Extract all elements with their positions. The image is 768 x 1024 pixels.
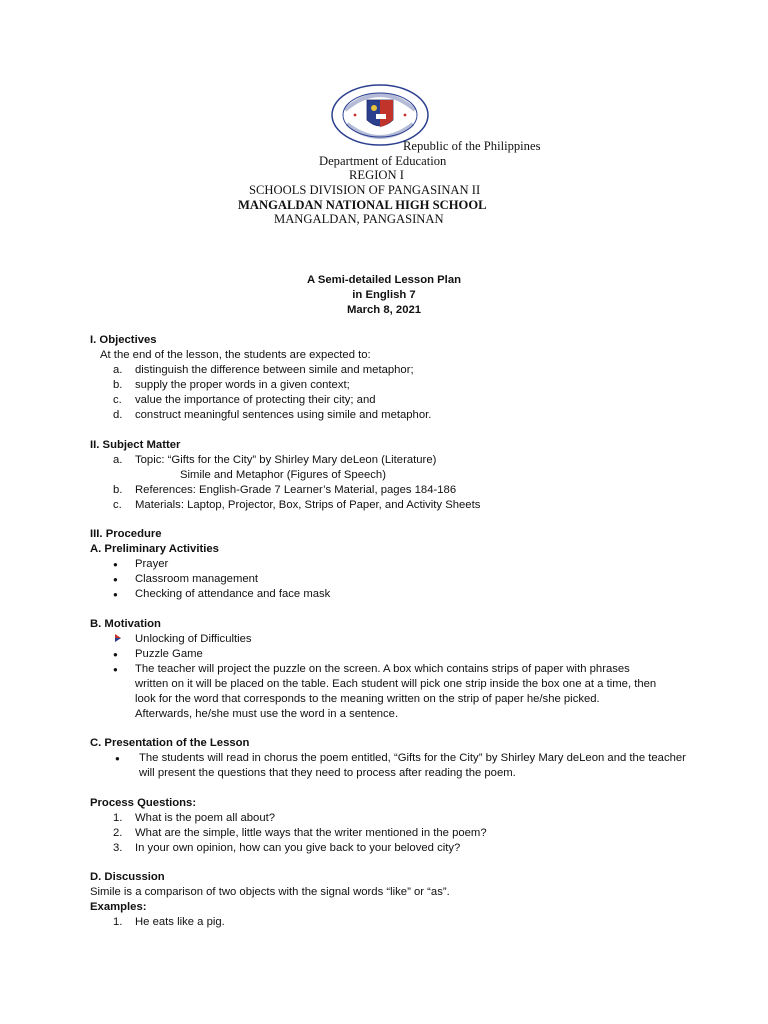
subject-item-continued: Simile and Metaphor (Figures of Speech) bbox=[180, 468, 386, 481]
presentation-heading: C. Presentation of the Lesson bbox=[90, 737, 250, 749]
motivation-item: ● The teacher will project the puzzle on the screen. A box which contains strips of paper with phrases written on it will be placed on the table. Each student will pick one strip inside the box one at a time, then look for the word that corresponds to the meaning written on the strip of paper he/she picked. Afterwards, he/she must use the word in a sentence. bbox=[113, 662, 657, 720]
lesson-plan-title: A Semi-detailed Lesson Plan bbox=[306, 274, 461, 286]
discussion-heading: D. Discussion bbox=[90, 871, 165, 883]
motivation-item: ● Puzzle Game bbox=[113, 647, 203, 660]
subject-item: c. Materials: Laptop, Projector, Box, Strips of Paper, and Activity Sheets bbox=[113, 498, 481, 511]
header-line-deped: Department of Education bbox=[319, 154, 447, 168]
process-question: 1. What is the poem all about? bbox=[113, 811, 276, 824]
process-questions-heading: Process Questions: bbox=[90, 796, 197, 809]
objective-item: b. supply the proper words in a given context; bbox=[113, 379, 350, 391]
subject-item: b. References: English-Grade 7 Learner’s Material, pages 184-186 bbox=[113, 483, 457, 496]
presentation-item: ● The students will read in chorus the poem entitled, “Gifts for the City” by Shirley Mary deLeon and the teacher will present the questions that they need to process after reading the poem. bbox=[115, 752, 686, 779]
preliminary-heading: A. Preliminary Activities bbox=[90, 543, 219, 555]
examples-label: Examples: bbox=[90, 901, 147, 913]
discussion-definition: Simile is a comparison of two objects with the signal words “like” or “as”. bbox=[90, 886, 450, 898]
objective-item: c. value the importance of protecting their city; and bbox=[113, 394, 376, 406]
bullet-icon: ● bbox=[113, 649, 118, 659]
process-question: 3. In your own opinion, how can you give back to your beloved city? bbox=[113, 841, 461, 854]
subject-item: a. Topic: “Gifts for the City” by Shirley Mary deLeon (Literature) bbox=[113, 453, 437, 466]
objectives-heading: I. Objectives bbox=[90, 334, 157, 346]
preliminary-item: ● Checking of attendance and face mask bbox=[113, 588, 331, 600]
preliminary-item: ● Prayer bbox=[113, 558, 169, 570]
objective-item: a. distinguish the difference between simile and metaphor; bbox=[113, 364, 414, 376]
arrow-bullet-icon bbox=[113, 632, 135, 647]
procedure-heading: III. Procedure bbox=[90, 528, 162, 540]
lesson-body bbox=[90, 333, 710, 930]
example-item: 1. He eats like a pig. bbox=[113, 916, 225, 928]
header-line-school: MANGALDAN NATIONAL HIGH SCHOOL bbox=[238, 198, 487, 212]
subject-matter-heading: II. Subject Matter bbox=[90, 438, 181, 451]
bullet-icon: ● bbox=[113, 664, 118, 674]
header-line-region: REGION I bbox=[349, 168, 404, 182]
lesson-plan-date: March 8, 2021 bbox=[346, 304, 422, 316]
bullet-icon: ● bbox=[113, 590, 118, 599]
process-question: 2. What are the simple, little ways that the writer mentioned in the poem? bbox=[113, 826, 487, 839]
bullet-icon: ● bbox=[115, 754, 120, 763]
motivation-heading: B. Motivation bbox=[90, 617, 161, 630]
header-line-republic: Republic of the Philippines bbox=[403, 139, 541, 153]
lesson-plan-subject: in English 7 bbox=[352, 289, 416, 301]
motivation-item: Unlocking of Difficulties bbox=[90, 632, 710, 647]
seal-icon bbox=[331, 84, 429, 146]
preliminary-item: ● Classroom management bbox=[113, 573, 259, 585]
objectives-intro: At the end of the lesson, the students are expected to: bbox=[100, 349, 371, 361]
bullet-icon: ● bbox=[113, 560, 118, 569]
bullet-icon: ● bbox=[113, 575, 118, 584]
header-line-division: SCHOOLS DIVISION OF PANGASINAN II bbox=[249, 183, 481, 197]
header-line-address: MANGALDAN, PANGASINAN bbox=[274, 212, 444, 226]
objective-item: d. construct meaningful sentences using simile and metaphor. bbox=[113, 409, 432, 421]
deped-seal bbox=[331, 84, 429, 146]
